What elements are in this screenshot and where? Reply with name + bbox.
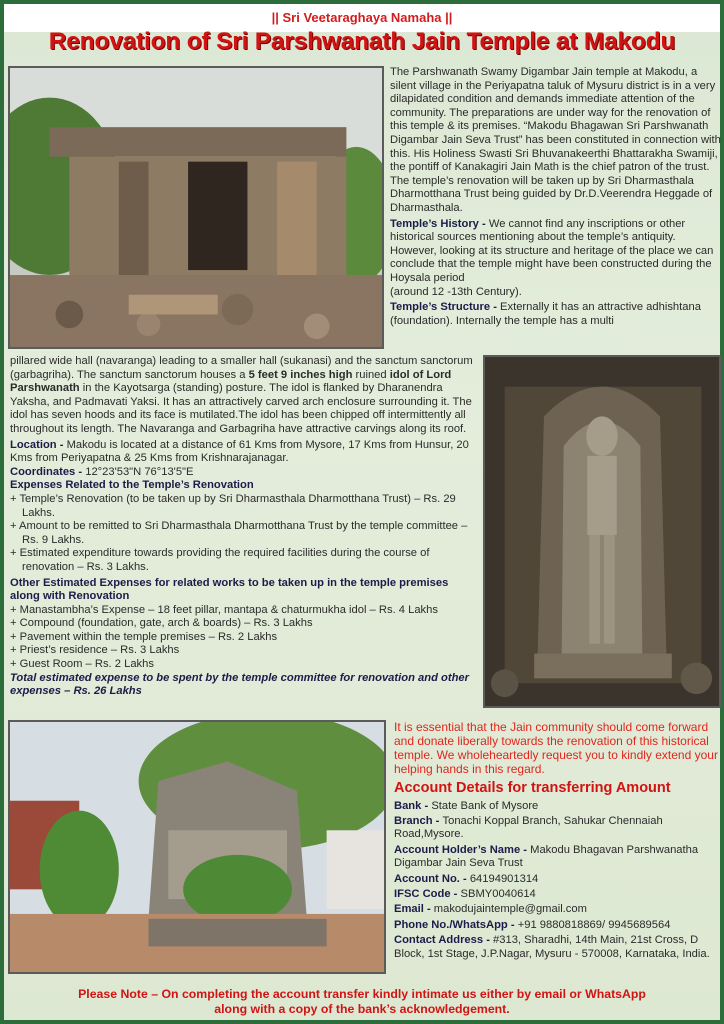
idol-height: 5 feet 9 inches high — [248, 368, 353, 381]
history-label: Temple’s History - — [390, 217, 489, 230]
account-row — [394, 815, 722, 842]
other-expenses-heading: Other Estimated Expenses for related works to be taken up in the temple premises along with Renovation — [10, 576, 449, 603]
structure-label: Temple’s Structure - — [390, 301, 501, 314]
account-row-label: Email - — [394, 903, 434, 916]
list-item: + Guest Room – Rs. 2 Lakhs — [10, 658, 154, 671]
list-item: + Temple’s Renovation (to be taken up by Sri Dharmasthala Dharmotthana Trust) – Rs. 29 Lakhs. — [10, 492, 456, 519]
account-row-value: 64194901314 — [469, 872, 539, 885]
page-title: Renovation of Sri Parshwanath Jain Temple at Makodu — [48, 28, 676, 55]
email-value[interactable]: makodujaintemple@gmail.com — [433, 903, 587, 916]
temple-ruins-photo — [8, 66, 384, 349]
list-item: + Estimated expenditure towards providing the required facilities during the course of renovation – Rs. 3 Lakhs. — [10, 547, 430, 573]
phone-value[interactable]: +91 9880818869/ 9945689564 — [517, 918, 671, 931]
account-details — [394, 800, 722, 961]
account-row-label: Branch - — [394, 815, 443, 827]
account-row — [394, 800, 722, 813]
structure-paragraph-a — [390, 301, 722, 328]
location-paragraph — [10, 439, 476, 466]
account-row-value: #313, Sharadhi, 14th Main, 21st Cross, D Block, 1st Stage, J.P.Nagar, Mysuru - 570008, Karnataka, India. — [394, 934, 710, 960]
account-row — [394, 903, 722, 916]
account-row-label: Contact Address - — [394, 934, 494, 947]
list-item: + Compound (foundation, gate, arch & boards) – Rs. 3 Lakhs — [10, 617, 313, 630]
history-period: (around 12 -13th Century). — [390, 285, 522, 298]
account-row — [394, 888, 722, 901]
idol-photo — [483, 355, 721, 708]
structure-paragraph-b — [10, 355, 476, 437]
history-text: We cannot find any inscriptions or other historical sources mentioning about the temple’s antiquity. However, looking at its structure and heritage of the place we can conclude that the temple might have been constructed during the Hoysala period — [390, 217, 714, 284]
account-row-label: Account Holder’s Name - — [394, 843, 531, 856]
list-item: + Manastambha’s Expense – 18 feet pillar, mantapa & chaturmukha idol – Rs. 4 Lakhs — [10, 603, 438, 616]
location-text: Makodu is located at a distance of 61 Kms from Mysore, 17 Kms from Hunsur, 20 Kms from Periyapatna & 25 Kms from Krishnarajanagar. — [10, 438, 469, 465]
temple-exterior-photo — [8, 720, 386, 974]
mantra: || Sri Veetaraghaya Namaha || — [271, 10, 453, 25]
structure-text-c: ruined — [352, 368, 390, 381]
account-row-label: Phone No./WhatsApp - — [394, 918, 518, 931]
account-details-title: Account Details for transferring Amount — [394, 780, 671, 796]
renovation-expenses-heading: Expenses Related to the Temple’s Renovation — [10, 479, 254, 492]
account-row — [394, 934, 722, 961]
other-expenses-list — [10, 604, 476, 672]
account-row-value: SBMY0040614 — [460, 888, 536, 901]
please-note — [4, 987, 720, 1017]
list-item: + Priest’s residence – Rs. 3 Lakhs — [10, 644, 180, 657]
list-item: + Pavement within the temple premises – Rs. 2 Lakhs — [10, 630, 278, 643]
account-row — [394, 919, 722, 932]
account-row-value: State Bank of Mysore — [431, 799, 539, 812]
structure-text-a: Externally it has an attractive adhishtana (foundation). Internally the temple has a multi — [390, 301, 701, 327]
account-row — [394, 873, 722, 886]
account-row-value: Makodu Bhagavan Parshwanatha Digambar Jain Seva Trust — [394, 843, 699, 870]
total-expense: Total estimated expense to be spent by the temple committee for renovation and other expenses – Rs. 26 Lakhs — [10, 671, 469, 698]
list-item: + Amount to be remitted to Sri Dharmasthala Dharmotthana Trust by the temple committee – Rs. 9 Lakhs. — [10, 520, 468, 546]
account-row — [394, 844, 722, 871]
account-row-label: Bank - — [394, 799, 432, 812]
account-row-label: IFSC Code - — [394, 888, 461, 901]
details-column — [10, 355, 476, 699]
structure-text-d: in the Kayotsarga (standing) posture. The idol is flanked by Dharanendra Yaksha, and Padmavati Yaksi. It has an attractively carved arch enclosure surrounding it. The idol has seven hoods and its face is mutilated.The idol has been chipped off intermittently all throughout its length. The Navaranga and Garbagriha have attractive carvings along its roof. — [10, 382, 472, 435]
account-column — [394, 720, 722, 963]
note-line-1: Please Note – On completing the account transfer kindly intimate us either by email or WhatsApp — [78, 987, 646, 1001]
renovation-expenses-list — [10, 493, 476, 575]
coordinates-line — [10, 466, 476, 480]
account-row-value: Tonachi Koppal Branch, Sahukar Chennaiah Road,Mysore. — [394, 815, 663, 841]
appeal-text: It is essential that the Jain community should come forward and donate liberally towards the renovation of this historical temple. We wholeheartedly request you to kindly extend your helping hands in this regard. — [394, 720, 718, 776]
intro-text: The Parshwanath Swamy Digambar Jain temple at Makodu, a silent village in the Periyapatna taluk of Mysuru district is in a very dilapidated condition and demands immediate attention of the community. The preparations are under way for the renovation of this temple & its premises. “Makodu Bhagawan Sri Parshwanath Digambar Jain Seva Trust” has been constituted in connection with this. His Holiness Swasti Sri Bhuvanakeerthi Bhattarakha Swamiji, the pontiff of Kanakagiri Jain Math is the chief patron of the trust. The temple’s renovation will be taken up by Sri Dharmasthala Dharmotthana Trust being guided by Dr.D.Veerendra Heggade of Dharmasthala. — [390, 66, 721, 214]
structure-text-b: pillared wide hall (navaranga) leading to a smaller hall (sukanasi) and the sanctum sanctorum (garbagriha). The sanctum sanctorum houses a — [10, 355, 473, 381]
idol-name: idol of Lord Parshwanath — [10, 368, 452, 395]
account-row-label: Account No. - — [394, 872, 470, 885]
coordinates-value: 12°23'53"N 76°13'5"E — [85, 465, 194, 478]
location-label: Location - — [10, 438, 67, 451]
coordinates-label: Coordinates - — [10, 465, 86, 478]
history-paragraph — [390, 218, 722, 300]
intro-column — [390, 66, 722, 328]
note-line-2: along with a copy of the bank’s acknowledgement. — [214, 1002, 510, 1016]
